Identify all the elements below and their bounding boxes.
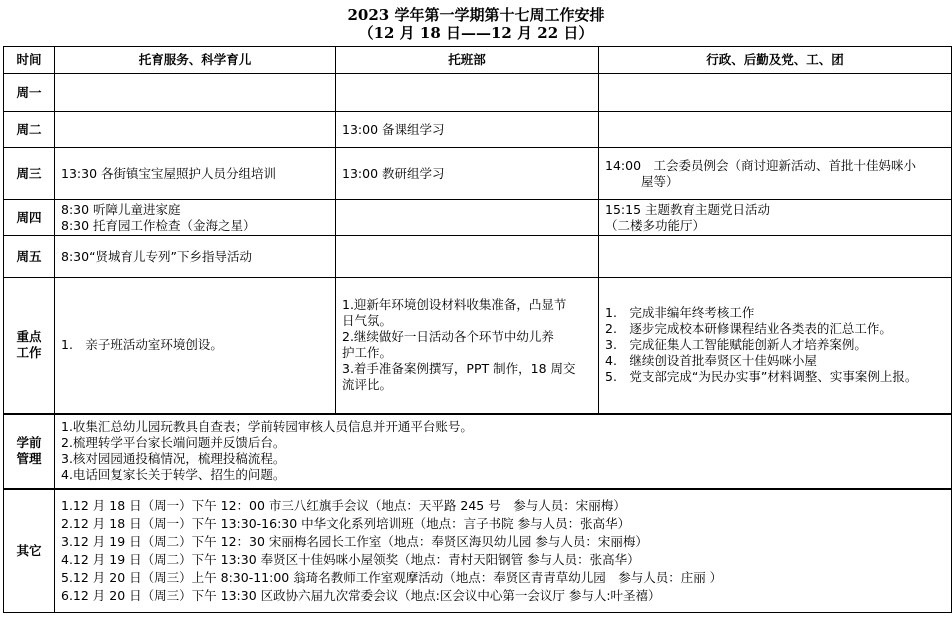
preschool-list xyxy=(61,419,947,483)
list-item: 5. 党支部完成“为民办实事”材料调整、实事案例上报。 xyxy=(605,369,918,385)
thursday-childcare xyxy=(55,200,336,236)
friday-childcare: 8:30“贤城育儿专列”下乡指导活动 xyxy=(55,236,336,278)
page-title: 2023 学年第一学期第十七周工作安排 xyxy=(347,6,605,24)
list-item: 日气氛。 xyxy=(342,313,393,329)
day-label-friday: 周五 xyxy=(4,236,55,278)
thursday-childcare-line1: 8:30 听障儿童进家庭 xyxy=(61,201,181,217)
list-item: 1. 完成非编年终考核工作 xyxy=(605,305,755,321)
list-item: 护工作。 xyxy=(342,345,393,361)
wednesday-childcare: 13:30 各街镇宝宝屋照护人员分组培训 xyxy=(55,148,336,200)
monday-childcare xyxy=(55,74,336,112)
header-childcare-services: 托育服务、科学育儿 xyxy=(55,47,336,74)
thursday-admin-line1: 15:15 主题教育主题党日活动 xyxy=(605,201,770,217)
row-wednesday xyxy=(4,148,952,200)
row-key-work xyxy=(4,278,952,414)
day-label-tuesday: 周二 xyxy=(4,112,55,148)
list-item: 4.电话回复家长关于转学、招生的问题。 xyxy=(61,467,286,482)
tuesday-childcare xyxy=(55,112,336,148)
day-label-monday: 周一 xyxy=(4,74,55,112)
list-item: 3. 完成征集人工智能赋能创新人才培养案例。 xyxy=(605,337,867,353)
list-item: 2.12 月 18 日（周一）下午 13:30-16:30 中华文化系列培训班（地点：言子书院 参与人员：张高华） xyxy=(61,515,631,531)
header-row xyxy=(4,47,952,74)
row-preschool-management xyxy=(4,414,952,489)
friday-admin xyxy=(599,236,952,278)
wednesday-admin-line2: 屋等） xyxy=(641,173,679,189)
day-label-key-work xyxy=(4,278,55,414)
preschool-management-content xyxy=(55,414,952,489)
row-tuesday xyxy=(4,112,952,148)
header-time: 时间 xyxy=(4,47,55,74)
list-item: 5.12 月 20 日（周三）上午 8:30-11:00 翁琦名教师工作室观摩活动（地点：奉贤区青青草幼儿园 参与人员：庄丽 ） xyxy=(61,569,723,585)
weekly-schedule-table xyxy=(3,46,952,613)
other-list xyxy=(61,497,947,605)
day-label-wednesday: 周三 xyxy=(4,148,55,200)
header-nursery-class: 托班部 xyxy=(336,47,599,74)
list-item: 3.核对园园通投稿情况，梳理投稿流程。 xyxy=(61,451,286,466)
list-item: 6.12 月 20 日（周三）下午 13:30 区政协六届九次常委会议（地点:区会议中心第一会议厅 参与人:叶圣禧） xyxy=(61,587,661,603)
list-item: 4.12 月 19 日（周二）下午 13:30 奉贤区十佳妈咪小屋领奖（地点：青村天阳钢管 参与人员：张高华） xyxy=(61,551,640,567)
monday-nursery xyxy=(336,74,599,112)
other-content xyxy=(55,489,952,613)
list-item: 3.着手准备案例撰写，PPT 制作，18 周交 xyxy=(342,361,576,377)
thursday-admin xyxy=(599,200,952,236)
list-item: 1.收集汇总幼儿园玩教具自查表；学前转园审核人员信息并开通平台账号。 xyxy=(61,419,473,434)
list-item: 1.迎新年环境创设材料收集准备，凸显节 xyxy=(342,297,567,313)
wednesday-nursery: 13:00 教研组学习 xyxy=(336,148,599,200)
day-label-other: 其它 xyxy=(4,489,55,613)
friday-nursery xyxy=(336,236,599,278)
list-item: 4. 继续创设首批奉贤区十佳妈咪小屋 xyxy=(605,353,817,369)
key-work-label-line1: 重点 xyxy=(16,329,42,345)
key-work-nursery-list xyxy=(342,297,594,393)
key-work-childcare: 1. 亲子班活动室环境创设。 xyxy=(55,278,336,414)
row-thursday xyxy=(4,200,952,236)
wednesday-admin xyxy=(599,148,952,200)
monday-admin xyxy=(599,74,952,112)
row-monday xyxy=(4,74,952,112)
list-item: 2.梳理转学平台家长端问题并反馈后台。 xyxy=(61,435,286,450)
key-work-admin-list xyxy=(605,305,947,385)
tuesday-nursery: 13:00 备课组学习 xyxy=(336,112,599,148)
preschool-label-line2: 管理 xyxy=(16,451,42,466)
day-label-preschool xyxy=(4,414,55,489)
day-label-thursday: 周四 xyxy=(4,200,55,236)
list-item: 3.12 月 19 日（周二）下午 12：30 宋丽梅名园长工作室（地点：奉贤区海贝幼儿园 参与人员：宋丽梅） xyxy=(61,533,648,549)
page-subtitle-dates: （12 月 18 日——12 月 22 日） xyxy=(358,24,594,42)
wednesday-admin-line1: 14:00 工会委员例会（商讨迎新活动、首批十佳妈咪小 xyxy=(605,157,917,173)
list-item: 2. 逐步完成校本研修课程结业各类表的汇总工作。 xyxy=(605,321,892,337)
row-other xyxy=(4,489,952,613)
header-admin-logistics: 行政、后勤及党、工、团 xyxy=(599,47,952,74)
row-friday xyxy=(4,236,952,278)
key-work-label-line2: 工作 xyxy=(16,345,42,361)
list-item: 流评比。 xyxy=(342,377,393,393)
thursday-nursery xyxy=(336,200,599,236)
thursday-childcare-line2: 8:30 托育园工作检查（金海之星） xyxy=(61,217,256,233)
list-item: 1.12 月 18 日（周一）下午 12：00 市三八红旗手会议（地点：天平路 245 号 参与人员：宋丽梅） xyxy=(61,497,626,513)
tuesday-admin xyxy=(599,112,952,148)
list-item: 2.继续做好一日活动各个环节中幼儿养 xyxy=(342,329,554,345)
key-work-nursery xyxy=(336,278,599,414)
thursday-admin-line2: （二楼多功能厅） xyxy=(605,217,706,233)
preschool-label-line1: 学前 xyxy=(16,435,42,450)
key-work-admin xyxy=(599,278,952,414)
